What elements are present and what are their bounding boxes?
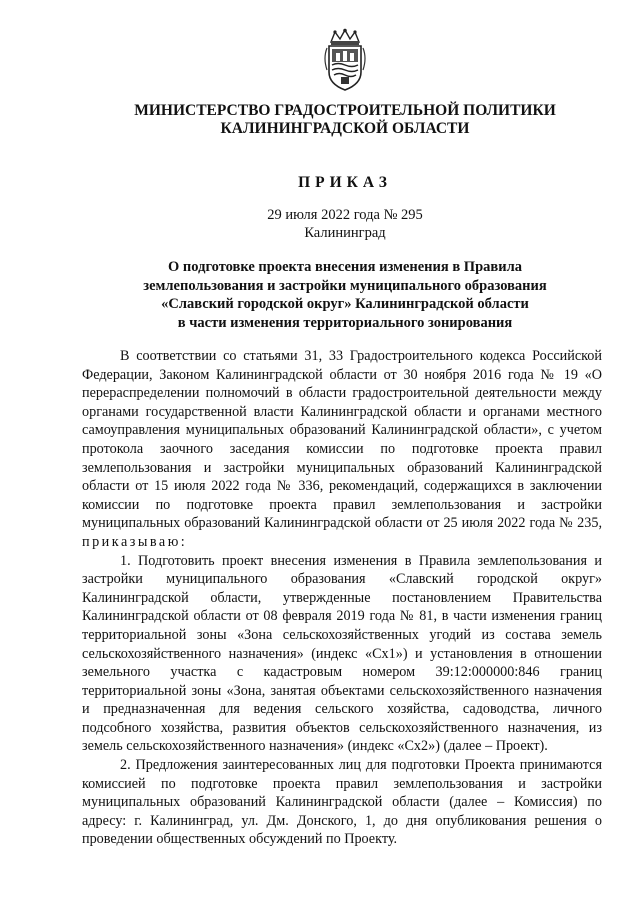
item-1-paragraph: 1. Подготовить проект внесения изменения в Правила землепользования и застройки муниципального образования «Славский городской округ» Калининградской области, утвержденные постановлением Правительства Калининградской области от 08 февраля 2019 года № 81, в части изменения границ территориальной зоны «Зона сельскохозяйственных угодий из состава земель сельскохозяйственного назначения» (индекс «Сх1») и установления в отношении земельного участка с кадастровым номером 39:12:000000:846 границ территориальной зоны «Зона, занятая объектами сельскохозяйственного назначения и предназначенная для ведения сельского хозяйства, садоводства, личного подсобного хозяйства, развития объектов сельскохозяйственного назначения, из земель сельскохозяйственного назначения» (индекс «Сх2») (далее – Проект). [82, 552, 602, 755]
document-type: ПРИКАЗ [298, 174, 392, 191]
order-action-word: приказываю: [82, 533, 188, 550]
preamble-text: В соответствии со статьями 31, 33 Градостроительного кодекса Российской Федерации, Законом Калининградской области от 30 ноября 2016 года № 19 «О перераспределении полномочий в области градостроительной деятельности между органами государственной власти Калининградской области и органами местного самоуправления муниципальных образований Калининградской области», с учетом протокола заочного заседания комиссии по подготовке проекта правил землепользования и застройки муниципальных образований Калининградской области от 15 июля 2022 года № 336, рекомендаций, содержащихся в заключении комиссии по подготовке проекта правил землепользования и застройки муниципальных образований Калининградской области от 25 июля 2022 года № 235, [82, 348, 602, 532]
preamble-paragraph [82, 347, 602, 552]
item-2-paragraph: 2. Предложения заинтересованных лиц для подготовки Проекта принимаются комиссией по подготовке проекта правил землепользования и застройки муниципальных образований Калининградской области (далее – Комиссия) по адресу: г. Калининград, ул. Дм. Донского, 1, до дня опубликования решения о проведении общественных обсуждений по Проекту. [82, 757, 602, 848]
coat-of-arms-icon [321, 28, 369, 92]
order-body [82, 347, 602, 849]
ministry-name-line1: МИНИСТЕРСТВО ГРАДОСТРОИТЕЛЬНОЙ ПОЛИТИКИ [134, 102, 556, 119]
subject-line2: землепользования и застройки муниципального образования [143, 277, 547, 294]
order-subject [60, 258, 630, 332]
order-city: Калининград [304, 225, 386, 241]
order-meta [60, 206, 630, 242]
order-date-number: 29 июля 2022 года № 295 [267, 207, 423, 223]
subject-line4: в части изменения территориального зонирования [177, 314, 513, 331]
ministry-heading [60, 102, 630, 138]
subject-line3: «Славский городской округ» Калининградской области [161, 296, 529, 312]
subject-line1: О подготовке проекта внесения изменения в Правила [168, 259, 522, 275]
ministry-name-line2: КАЛИНИНГРАДСКОЙ ОБЛАСТИ [220, 120, 470, 137]
